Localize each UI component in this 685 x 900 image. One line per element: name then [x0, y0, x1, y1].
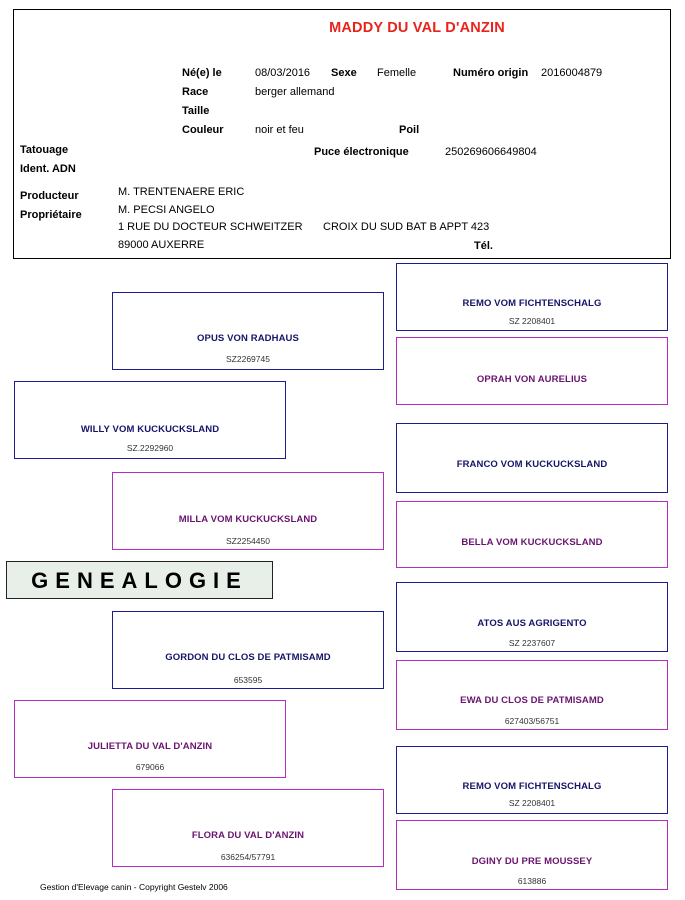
sex-label: Sexe — [331, 67, 357, 79]
pedigree-g3-box — [396, 820, 668, 890]
pedigree-g3-box — [396, 582, 668, 652]
g3-name: REMO VOM FICHTENSCHALG — [462, 781, 602, 792]
g3-name: DGINY DU PRE MOUSSEY — [471, 856, 593, 867]
sire-sire-reg: SZ2269745 — [226, 354, 270, 364]
dog-name-title: MADDY DU VAL D'ANZIN — [329, 20, 505, 36]
producer-label: Producteur — [20, 190, 79, 202]
g3-reg: SZ 2208401 — [508, 798, 556, 808]
pedigree-g3-box — [396, 337, 668, 405]
genealogy-heading: GENEALOGIE — [6, 561, 273, 599]
dam-dam-name: FLORA DU VAL D'ANZIN — [191, 830, 305, 841]
tattoo-label: Tatouage — [20, 144, 69, 156]
sex-value: Femelle — [377, 67, 417, 79]
g3-name: ATOS AUS AGRIGENTO — [477, 618, 587, 629]
pedigree-g3-box — [396, 501, 668, 568]
pedigree-dam-sire-box — [112, 611, 384, 689]
address-line1: 1 RUE DU DOCTEUR SCHWEITZER — [118, 221, 303, 233]
pedigree-dam-box — [14, 700, 286, 778]
g3-name: FRANCO VOM KUCKUCKSLAND — [456, 459, 608, 470]
g3-reg: SZ 2208401 — [508, 316, 556, 326]
pedigree-dam-dam-box — [112, 789, 384, 867]
color-label: Couleur — [182, 124, 224, 136]
g3-name: OPRAH VON AURELIUS — [476, 374, 588, 385]
origin-number-label: Numéro origin — [453, 67, 529, 79]
phone-label: Tél. — [474, 240, 493, 252]
address-line2: CROIX DU SUD BAT B APPT 423 — [323, 221, 490, 233]
born-value: 08/03/2016 — [255, 67, 311, 79]
g3-reg: 613886 — [517, 876, 547, 886]
pedigree-g3-box — [396, 660, 668, 730]
pedigree-sire-dam-box — [112, 472, 384, 550]
dam-name: JULIETTA DU VAL D'ANZIN — [87, 741, 213, 752]
pedigree-sire-box — [14, 381, 286, 459]
dam-sire-reg: 653595 — [233, 675, 263, 685]
sire-dam-name: MILLA VOM KUCKUCKSLAND — [178, 514, 318, 525]
pedigree-sire-sire-box — [112, 292, 384, 370]
origin-number-value: 2016004879 — [541, 67, 603, 79]
owner-value: M. PECSI ANGELO — [118, 204, 215, 216]
pedigree-g3-box — [396, 746, 668, 814]
sire-reg: SZ.2292960 — [126, 443, 174, 453]
born-label: Né(e) le — [182, 67, 222, 79]
g3-name: BELLA VOM KUCKUCKSLAND — [461, 537, 603, 548]
breed-value: berger allemand — [255, 86, 335, 98]
dna-label: Ident. ADN — [20, 163, 76, 175]
sire-dam-reg: SZ2254450 — [226, 536, 270, 546]
producer-value: M. TRENTENAERE ERIC — [118, 186, 245, 198]
sire-name: WILLY VOM KUCKUCKSLAND — [80, 424, 220, 435]
chip-value: 250269606649804 — [445, 146, 537, 158]
sire-sire-name: OPUS VON RADHAUS — [197, 333, 299, 344]
chip-label: Puce électronique — [314, 146, 409, 158]
coat-label: Poil — [399, 124, 420, 136]
pedigree-g3-box — [396, 423, 668, 493]
footer-copyright: Gestion d'Elevage canin - Copyright Gestelv 2006 — [40, 882, 228, 892]
size-label: Taille — [182, 105, 210, 117]
dam-sire-name: GORDON DU CLOS DE PATMISAMD — [165, 652, 331, 663]
breed-label: Race — [182, 86, 209, 98]
city-value: 89000 AUXERRE — [118, 239, 205, 251]
dam-dam-reg: 636254/57791 — [220, 852, 276, 862]
g3-name: REMO VOM FICHTENSCHALG — [462, 298, 602, 309]
color-value: noir et feu — [255, 124, 304, 136]
g3-name: EWA DU CLOS DE PATMISAMD — [460, 695, 604, 706]
dog-info-panel — [13, 9, 671, 259]
owner-label: Propriétaire — [20, 209, 82, 221]
dam-reg: 679066 — [135, 762, 165, 772]
g3-reg: 627403/56751 — [504, 716, 560, 726]
g3-reg: SZ 2237607 — [508, 638, 556, 648]
pedigree-g3-box — [396, 263, 668, 331]
